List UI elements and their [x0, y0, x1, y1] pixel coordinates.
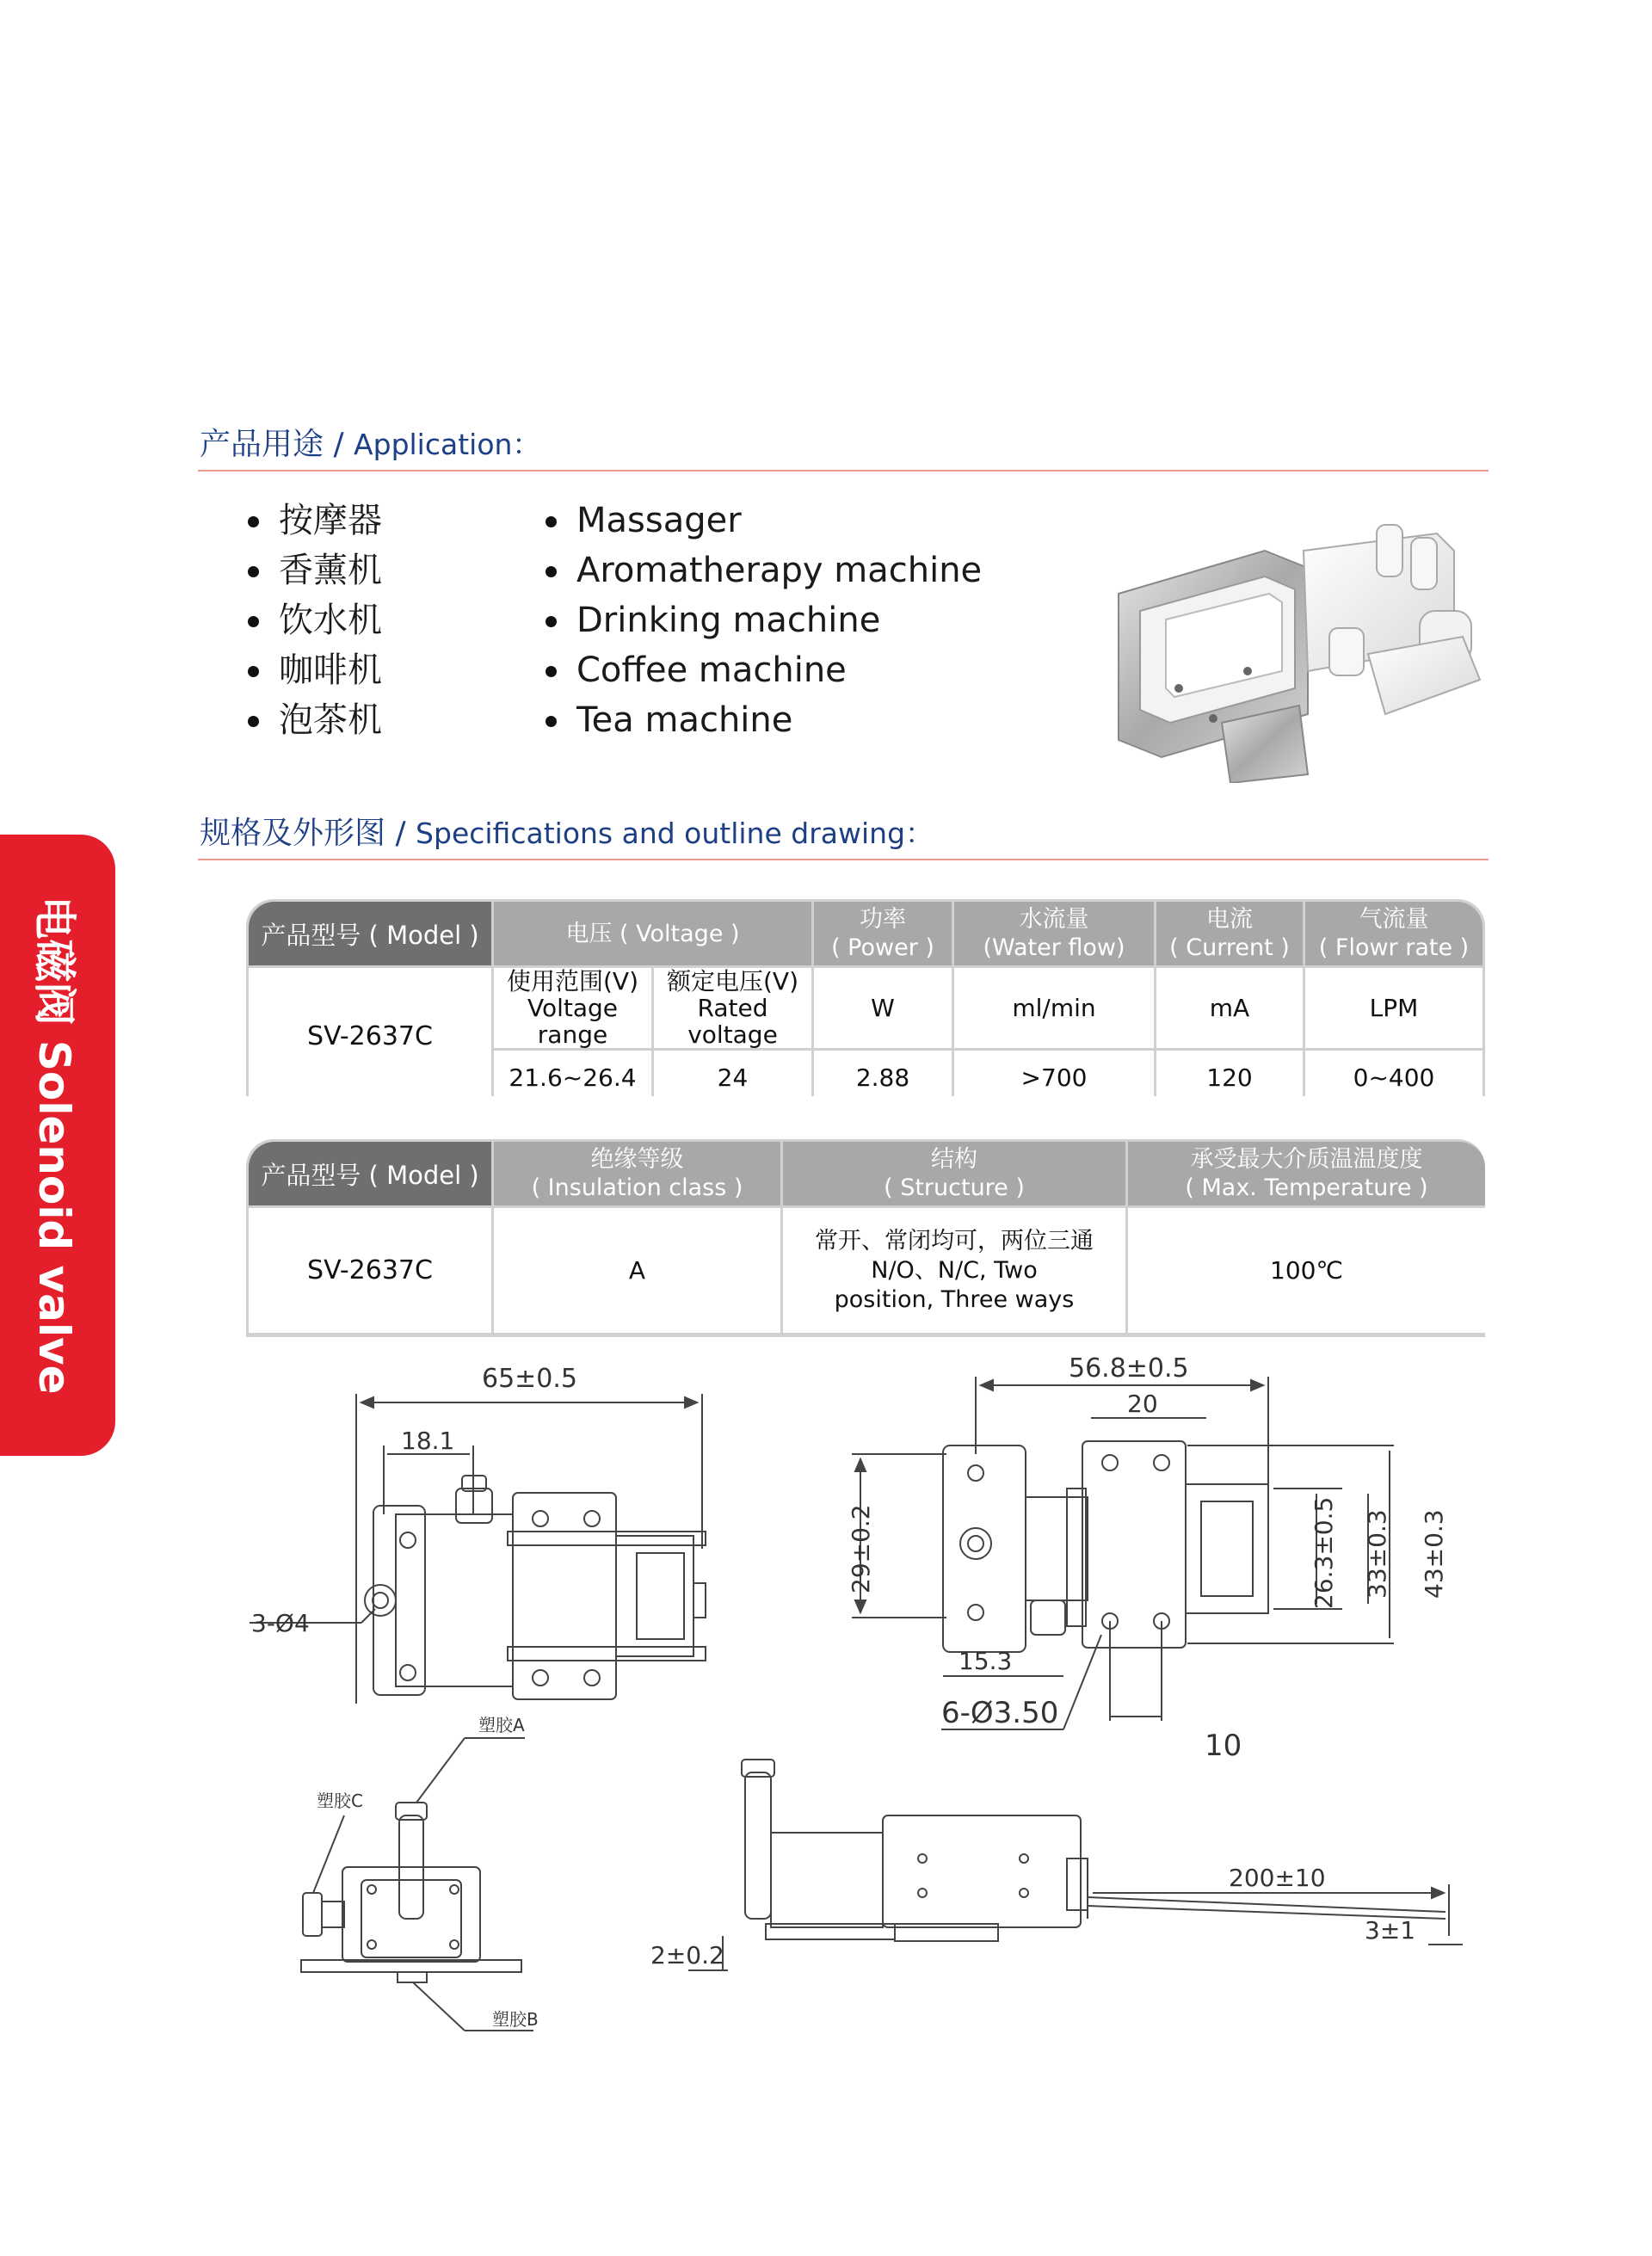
- model-header: 产品型号 ( Model ): [249, 1142, 491, 1205]
- water-unit: ml/min: [954, 968, 1154, 1048]
- current-value: 120: [1156, 1051, 1303, 1104]
- specs-title-cn: 规格及外形图: [200, 816, 386, 851]
- temperature-value: 100℃: [1128, 1208, 1485, 1333]
- list-item: Coffee machine: [544, 645, 982, 695]
- voltage-range-value: 21.6~26.4: [494, 1051, 651, 1104]
- dim-18: 18.1: [401, 1427, 455, 1455]
- temperature-header-en: ( Max. Temperature ): [1185, 1174, 1428, 1201]
- list-item: 咖啡机: [246, 645, 382, 695]
- dim-33: 33±0.3: [1363, 1509, 1391, 1599]
- dim-65: 65±0.5: [482, 1364, 578, 1394]
- drawing-front-view: [301, 1738, 533, 2031]
- title-separator: /: [395, 816, 416, 851]
- specs-title-en: Specifications and outline drawing：: [416, 817, 934, 850]
- application-title-cn: 产品用途: [200, 427, 324, 462]
- structure-line: 常开、常闭均可，两位三通: [815, 1227, 1094, 1254]
- list-item: 饮水机: [246, 595, 382, 645]
- insulation-header-en: ( Insulation class ): [531, 1174, 743, 1201]
- insulation-header-cn: 绝缘等级: [590, 1146, 684, 1173]
- temperature-header-cn: 承受最大介质温温度度: [1190, 1146, 1423, 1173]
- model-value: SV-2637C: [249, 1208, 491, 1333]
- dim-15: 15.3: [959, 1647, 1013, 1675]
- air-flow-value: 0~400: [1305, 1051, 1482, 1104]
- structure-line: position, Three ways: [834, 1285, 1075, 1313]
- power-unit: W: [814, 968, 952, 1048]
- dim-6holes: 6-Ø3.50: [941, 1696, 1059, 1730]
- structure-header-cn: 结构: [931, 1146, 977, 1173]
- drawing-top-view: [250, 1394, 706, 1704]
- label-plastic-b: 塑胶B: [492, 2009, 539, 2030]
- water-header-cn: 水流量: [1019, 906, 1089, 933]
- structure-line: N/O、N/C, Two: [871, 1256, 1038, 1284]
- current-unit: mA: [1156, 968, 1303, 1048]
- dim-3: 3±1: [1365, 1916, 1416, 1945]
- dim-43: 43±0.3: [1420, 1509, 1448, 1599]
- list-item: Tea machine: [544, 695, 982, 745]
- dim-2: 2±0.2: [650, 1941, 724, 1969]
- power-value: 2.88: [814, 1051, 952, 1104]
- voltage-range-cn: 使用范围(V): [506, 967, 638, 995]
- rated-voltage-cn: 额定电压(V): [666, 967, 798, 995]
- dim-56: 56.8±0.5: [1069, 1353, 1189, 1384]
- water-flow-value: >700: [954, 1051, 1154, 1104]
- power-header-en: ( Power ): [831, 934, 934, 961]
- list-item: Drinking machine: [544, 595, 982, 645]
- model-value: SV-2637C: [249, 968, 491, 1104]
- list-item: 按摩器: [246, 496, 382, 546]
- dim-10: 10: [1205, 1729, 1242, 1763]
- list-item: 泡茶机: [246, 695, 382, 745]
- voltage-range-en: Voltage range: [527, 994, 619, 1049]
- power-header-cn: 功率: [860, 906, 906, 933]
- list-item: Aromatherapy machine: [544, 546, 982, 595]
- list-item: 香薰机: [246, 546, 382, 595]
- current-header-en: ( Current ): [1169, 934, 1290, 961]
- label-plastic-c: 塑胶C: [317, 1791, 363, 1811]
- current-header-cn: 电流: [1206, 906, 1253, 933]
- side-tab-label: 电磁阀 Solenoid valve: [29, 896, 79, 1395]
- air-header-cn: 气流量: [1359, 906, 1429, 933]
- model-header: 产品型号 ( Model ): [249, 902, 491, 965]
- application-title-en: Application：: [354, 428, 541, 461]
- structure-header-en: ( Structure ): [884, 1174, 1025, 1201]
- insulation-value: A: [494, 1208, 780, 1333]
- air-unit: LPM: [1305, 968, 1482, 1048]
- dim-hole: 3-Ø4: [251, 1609, 310, 1637]
- rated-voltage-value: 24: [654, 1051, 811, 1104]
- list-item: Massager: [544, 496, 982, 546]
- rated-voltage-en: Rated voltage: [687, 994, 778, 1049]
- dim-200: 200±10: [1229, 1864, 1326, 1892]
- dim-20: 20: [1127, 1390, 1158, 1418]
- drawing-elevation-view: [688, 1760, 1463, 1970]
- title-separator: /: [333, 427, 354, 462]
- dim-29: 29±0.2: [847, 1504, 875, 1593]
- air-header-en: ( Flowr rate ): [1318, 934, 1470, 961]
- voltage-header: 电压 ( Voltage ): [494, 902, 811, 965]
- dim-26: 26.3±0.5: [1310, 1496, 1338, 1609]
- water-header-en: (Water flow): [983, 934, 1125, 961]
- label-plastic-a: 塑胶A: [478, 1715, 525, 1735]
